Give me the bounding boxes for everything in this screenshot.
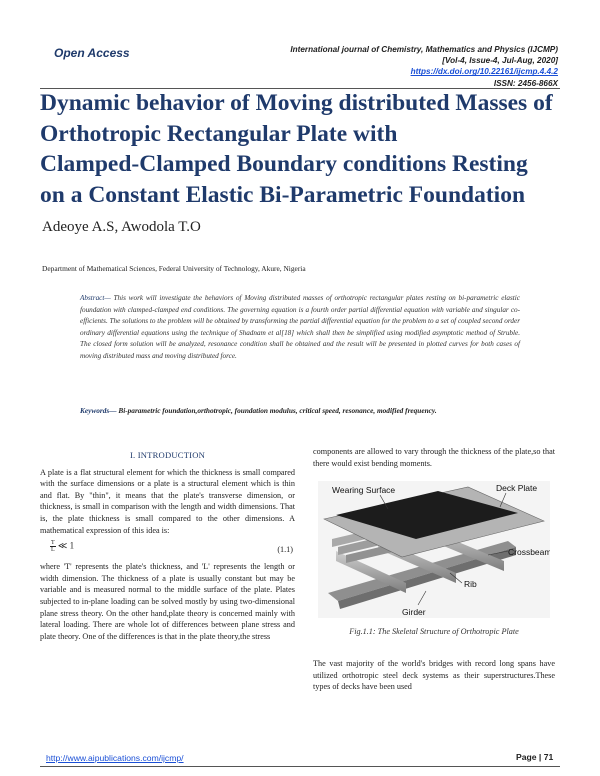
authors: Adeoye A.S, Awodola T.O bbox=[42, 219, 201, 235]
label-deck-plate: Deck Plate bbox=[496, 483, 538, 493]
journal-name: International journal of Chemistry, Mathematics and Physics (IJCMP) bbox=[290, 45, 558, 54]
title-line: Orthotropic Rectangular Plate with bbox=[40, 120, 398, 147]
fraction bbox=[50, 540, 56, 553]
equation bbox=[50, 540, 74, 553]
right-column-bottom bbox=[313, 658, 555, 693]
journal-volume: [Vol-4, Issue-4, Jul-Aug, 2020] bbox=[442, 56, 558, 66]
figure-orthotropic-plate bbox=[318, 481, 550, 618]
equation-1-1 bbox=[40, 538, 295, 560]
label-rib: Rib bbox=[464, 579, 477, 589]
affiliation: Department of Mathematical Sciences, Federal University of Technology, Akure, Nigeria bbox=[42, 264, 306, 273]
title-line: Clamped-Clamped Boundary conditions Resting bbox=[40, 151, 528, 177]
paper-title bbox=[40, 88, 570, 210]
fraction-denominator: L bbox=[51, 547, 55, 554]
equation-relation: ≪ 1 bbox=[57, 540, 75, 551]
figure-illustration bbox=[318, 481, 550, 618]
footer-rule bbox=[40, 766, 560, 767]
title-line: on a Constant Elastic Bi-Parametric Foundation bbox=[40, 181, 526, 208]
leader-line bbox=[418, 591, 426, 605]
fraction-numerator: T bbox=[51, 540, 55, 547]
paragraph: components are allowed to vary through the thickness of the plate,so that there would exist bending moments. bbox=[313, 447, 555, 468]
label-crossbeam: Crossbeam bbox=[508, 547, 550, 557]
right-column-top bbox=[313, 446, 555, 469]
keywords-text: Bi-parametric foundation,orthotropic, foundation modulus, critical speed, resonance, modified frequency. bbox=[116, 406, 437, 415]
paragraph: The vast majority of the world's bridges with record long spans have utilized orthotropic steel deck systems as their superstructures.These types of decks have been used bbox=[313, 659, 555, 692]
figure-caption: Fig.1.1: The Skeletal Structure of Orthotropic Plate bbox=[349, 627, 519, 636]
journal-info bbox=[228, 44, 558, 89]
label-girder: Girder bbox=[402, 607, 426, 617]
title-line: Dynamic behavior of Moving distributed Masses of bbox=[40, 90, 553, 116]
keywords bbox=[80, 405, 520, 417]
abstract-text: This work will investigate the behaviors of Moving distributed masses of orthotropic rectangular plates resting on bi-parametric elastic foundation with clamped-clamped end conditions. The governing equation is a fourth order partial differential equation with variable and singular co-efficients. The solutions to the problem will be obtained by transforming the partial differential equation for the problem to a set of coupled second order ordinary differential equations using the technique of Shadnam et al[18] which shall then be simplified using modified asymptotic method of Struble. The closed form solution will be analyzed, resonance condition shall be obtained and the result will be presented in plotted curves for both cases of moving distributed mass and moving distributed force. bbox=[80, 294, 520, 360]
open-access-label: Open Access bbox=[54, 46, 130, 60]
abstract-label: Abstract— bbox=[80, 294, 111, 302]
section-heading: I. INTRODUCTION bbox=[129, 450, 206, 460]
equation-number: (1.1) bbox=[277, 545, 293, 555]
keywords-label: Keywords— bbox=[80, 406, 117, 415]
issn: ISSN: 2456-866X bbox=[493, 78, 558, 88]
abstract bbox=[80, 293, 520, 362]
doi-link[interactable]: https://dx.doi.org/10.22161/ijcmp.4.4.2 bbox=[410, 67, 558, 77]
left-column bbox=[40, 450, 295, 642]
footer-link[interactable]: http://www.aipublications.com/ijcmp/ bbox=[46, 753, 184, 763]
paragraph: A plate is a flat structural element for which the thickness is small compared with the surface dimensions or a plate is a structural element which is thin and flat. By "thin", it means that the plate's transverse dimension, or thickness, is small in comparison with the length and width dimensions. That is, the plate thickness is small compared to the other dimensions. A mathematical expression of this idea is: bbox=[40, 467, 295, 535]
label-wearing-surface: Wearing Surface bbox=[332, 485, 396, 495]
paragraph: where 'T' represents the plate's thickness, and 'L' represents the length or width dimension. The thickness of a plate is usually constant but may be variable and is measured normal to the middle surface of the plate. Plates subjected to in-plane loading can be solved mostly by using two-dimensional plane stress theory. On the other hand,plate theory is concerned mainly with lateral loading. There are whole lot of differences between plane stress and plate theory. One of the differences is that in the plate theory,the stress bbox=[40, 562, 295, 641]
page-number: Page | 71 bbox=[516, 752, 554, 762]
